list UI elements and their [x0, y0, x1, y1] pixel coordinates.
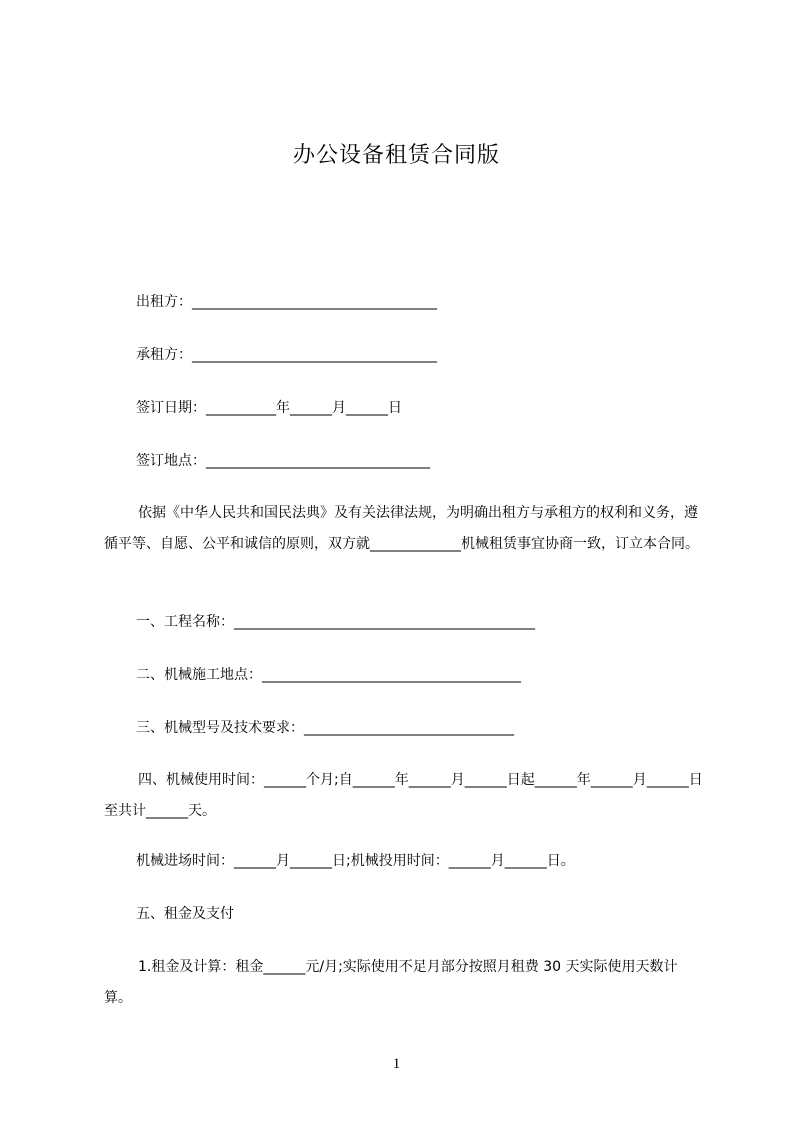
clause-construction-site: 二、机械施工地点：_____________________________________	[136, 667, 521, 683]
clause-rent-calculation	[104, 952, 704, 1014]
entry-time-field: 机械进场时间：______月______日;机械投用时间：______月______日。	[136, 853, 575, 869]
sign-place-field: 签订地点：________________________________	[136, 453, 430, 469]
page-number: 1	[392, 1056, 401, 1072]
sign-date-field: 签订日期：__________年______月______日	[136, 400, 402, 416]
lessee-field: 承租方：___________________________________	[136, 347, 437, 363]
clause-rent-payment: 五、租金及支付	[136, 906, 234, 922]
intro-paragraph	[104, 498, 704, 560]
document-title: 办公设备租赁合同版	[292, 143, 500, 168]
clause-model-requirements: 三、机械型号及技术要求：______________________________	[136, 720, 514, 736]
intro-text: 依据《中华人民共和国民法典》及有关法律法规，为明确出租方与承租方的权利和义务，遵循平等、自愿、公平和诚信的原则，双方就_____________机械租赁事宜协商一致，订立本合同。	[104, 505, 699, 552]
clause-project-name: 一、工程名称：___________________________________________	[136, 614, 535, 630]
usage-time-text: 四、机械使用时间：______个月;自______年______月______日起______年______月______日至共计______天。	[104, 772, 703, 819]
lessor-field: 出租方：___________________________________	[136, 294, 437, 310]
rent-calculation-text: 1.租金及计算：租金______元/月;实际使用不足月部分按照月租费 30 天实际使用天数计算。	[104, 959, 678, 1006]
clause-usage-time	[104, 765, 704, 827]
